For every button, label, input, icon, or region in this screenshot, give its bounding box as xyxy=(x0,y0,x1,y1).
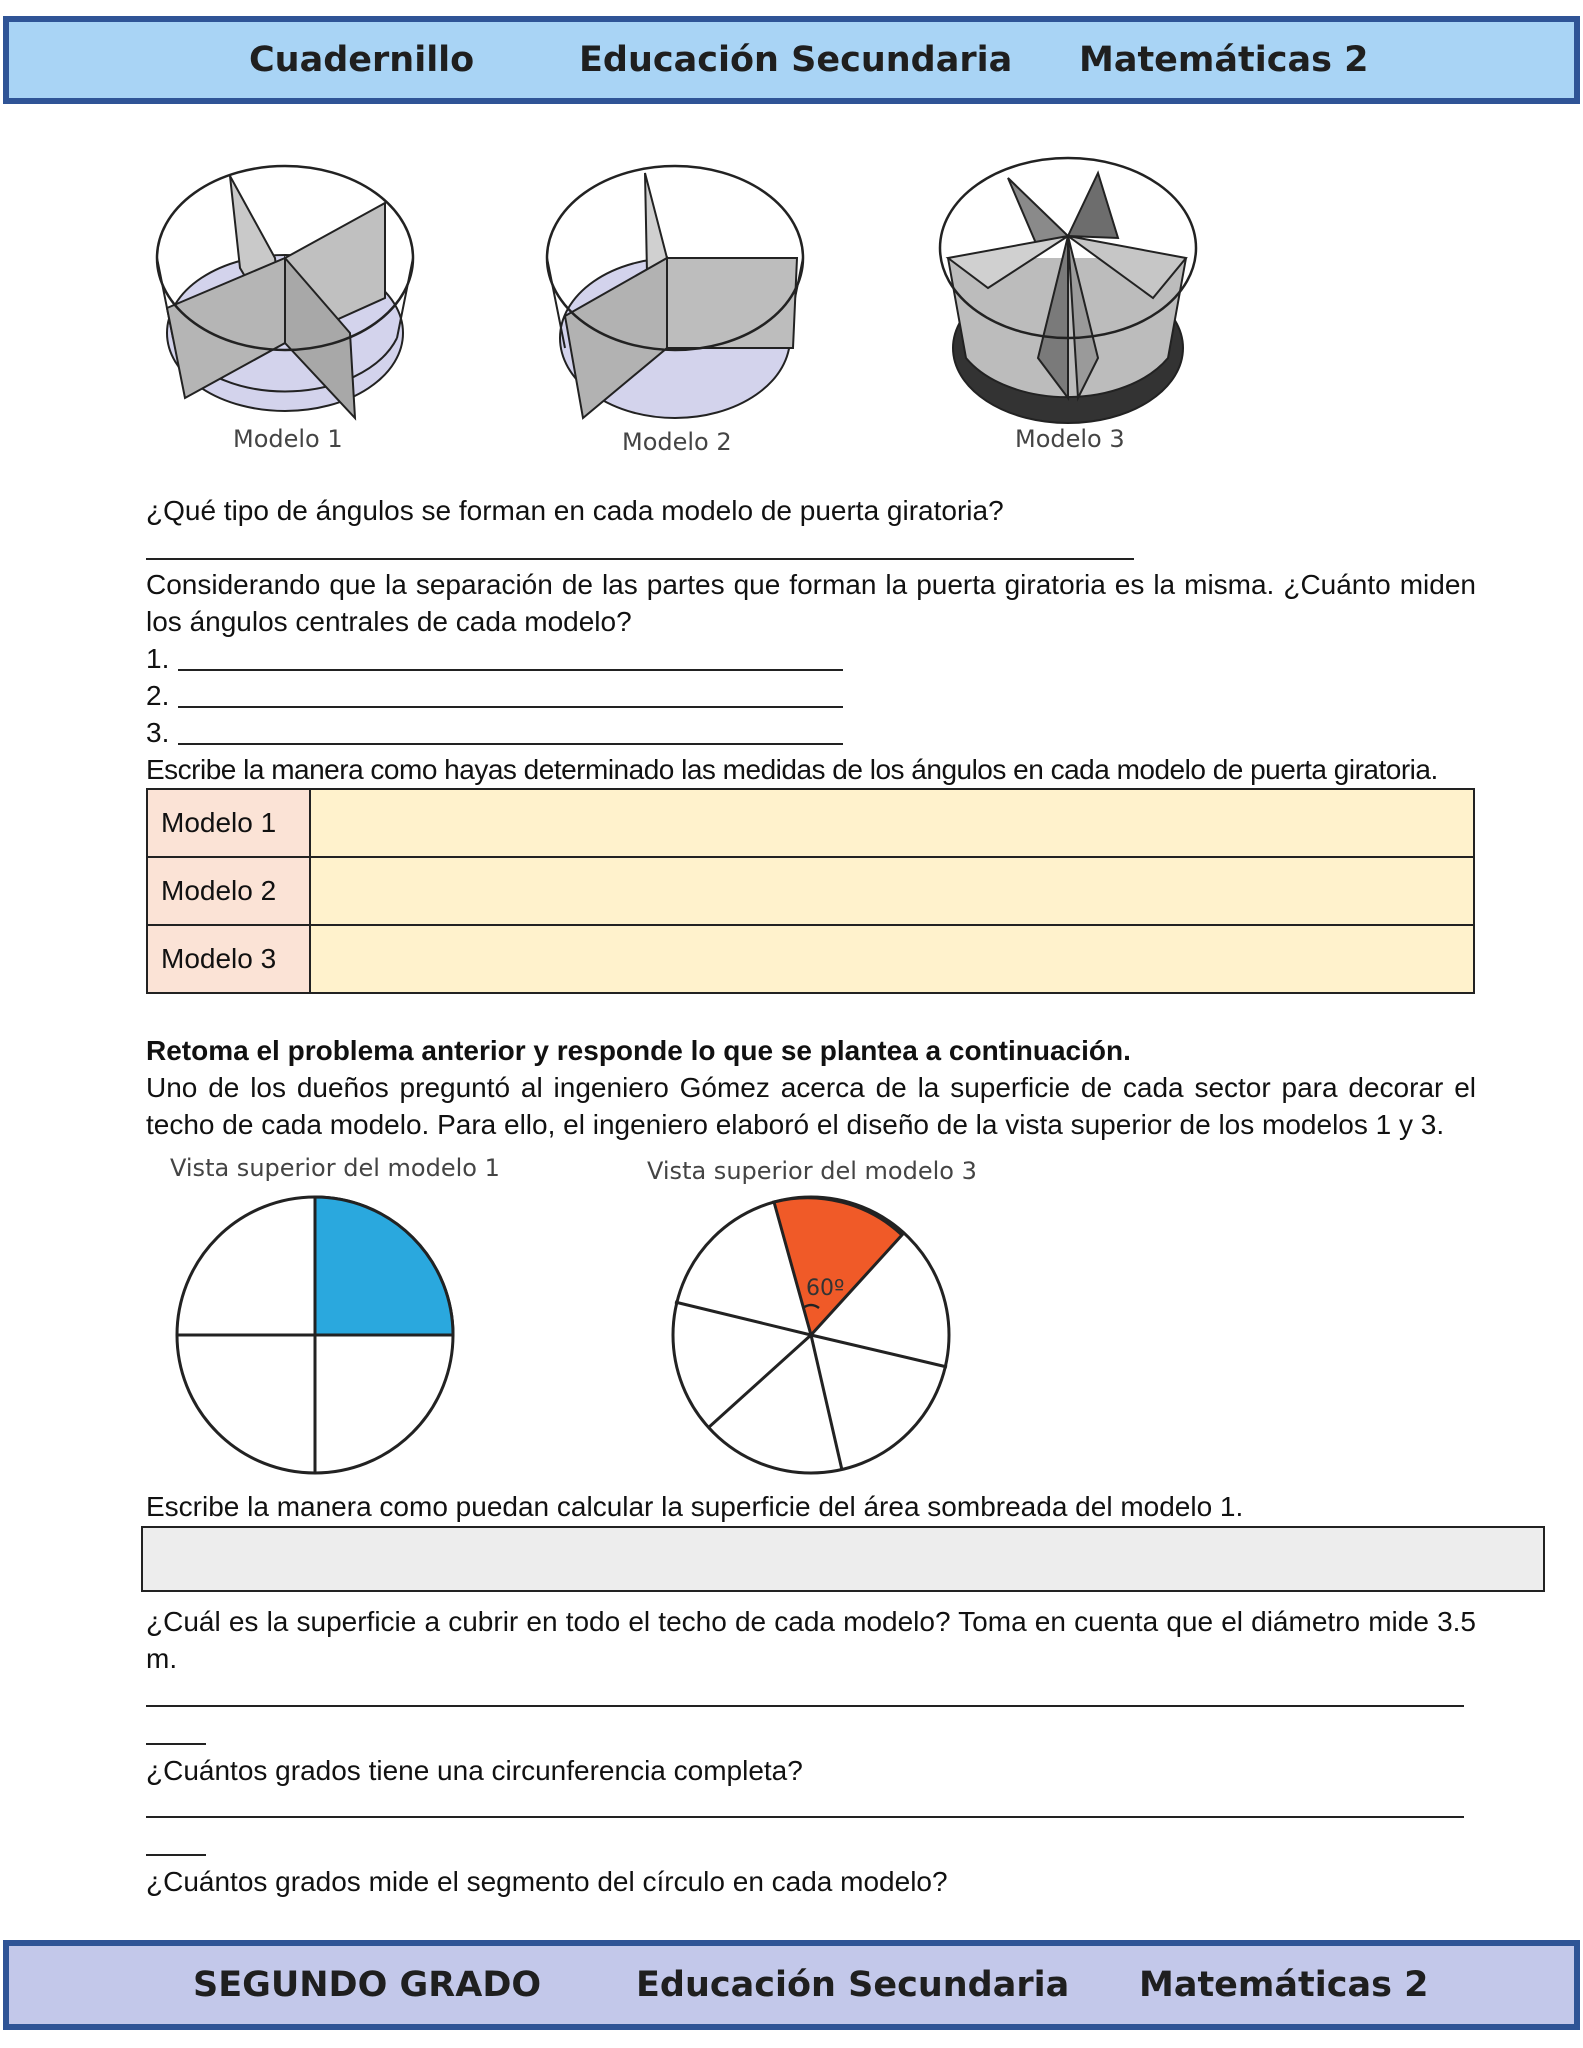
header-subject: Matemáticas 2 xyxy=(1079,40,1369,80)
question-angle-types: ¿Qué tipo de ángulos se forman en cada modelo de puerta giratoria? xyxy=(146,495,1004,526)
sixty-degree-label: 60º xyxy=(806,1276,845,1301)
section-description: Uno de los dueños preguntó al ingeniero Gómez acerca de la superficie de cada sector para decorar el techo de cada modelo. Para ello, el ingeniero elaboró el diseño de la vista superior de los modelos 1 y 3. xyxy=(146,1072,1476,1140)
model-1-label: Modelo 1 xyxy=(233,425,343,453)
answer-label-3: 3. xyxy=(146,717,170,748)
top-view-model-3-diagram xyxy=(666,1190,956,1480)
question-total-surface: ¿Cuál es la superficie a cubrir en todo el techo de cada modelo? Toma en cuenta que el diámetro mide 3.5 m. xyxy=(146,1606,1476,1674)
question-circle-degrees: ¿Cuántos grados tiene una circunferencia completa? xyxy=(146,1755,803,1786)
answer-line-circle-degrees[interactable] xyxy=(146,1816,1464,1818)
table-answer-cell[interactable] xyxy=(310,857,1474,925)
answer-line-2[interactable] xyxy=(178,706,843,708)
models-answer-table xyxy=(146,788,1475,994)
answer-line-total-surface[interactable] xyxy=(146,1705,1464,1707)
answer-line-total-surface-continuation[interactable] xyxy=(146,1743,206,1745)
top-view-model-3-label: Vista superior del modelo 3 xyxy=(647,1157,977,1185)
table-row-label: Modelo 2 xyxy=(147,857,310,925)
question-explain-method: Escribe la manera como hayas determinado las medidas de los ángulos en cada modelo de puerta giratoria. xyxy=(146,754,1438,785)
footer-grade: SEGUNDO GRADO xyxy=(193,1965,542,2005)
revolving-door-model-3-figure xyxy=(928,148,1208,438)
revolving-door-model-1-figure xyxy=(145,148,425,438)
question-central-angles: Considerando que la separación de las partes que forman la puerta giratoria es la misma. ¿Cuánto miden los ángulos centrales de cada modelo? xyxy=(146,569,1476,637)
question-shaded-area: Escribe la manera como puedan calcular la superficie del área sombreada del modelo 1. xyxy=(146,1491,1244,1522)
top-view-model-1-label: Vista superior del modelo 1 xyxy=(170,1154,500,1182)
section-title: Retoma el problema anterior y responde lo que se plantea a continuación. xyxy=(146,1035,1131,1066)
model-3-label: Modelo 3 xyxy=(1015,425,1125,453)
top-view-model-1-diagram xyxy=(170,1190,460,1480)
table-row xyxy=(147,925,1474,993)
table-answer-cell[interactable] xyxy=(310,925,1474,993)
table-row-label: Modelo 3 xyxy=(147,925,310,993)
header-banner xyxy=(3,16,1580,104)
answer-label-1: 1. xyxy=(146,643,170,674)
footer-banner xyxy=(3,1940,1580,2030)
table-answer-cell[interactable] xyxy=(310,789,1474,857)
answer-line-angle-types[interactable] xyxy=(146,558,1134,560)
footer-subject: Matemáticas 2 xyxy=(1139,1965,1429,2005)
header-booklet: Cuadernillo xyxy=(249,40,475,80)
answer-line-3[interactable] xyxy=(178,743,843,745)
question-segment-degrees: ¿Cuántos grados mide el segmento del círculo en cada modelo? xyxy=(146,1866,948,1897)
header-level: Educación Secundaria xyxy=(579,40,1013,80)
answer-line-circle-degrees-continuation[interactable] xyxy=(146,1854,206,1856)
answer-line-1[interactable] xyxy=(178,669,843,671)
table-row xyxy=(147,857,1474,925)
table-row xyxy=(147,789,1474,857)
revolving-door-model-2-figure xyxy=(535,148,815,438)
table-row-label: Modelo 1 xyxy=(147,789,310,857)
shaded-area-answer-box[interactable] xyxy=(141,1526,1545,1592)
model-2-label: Modelo 2 xyxy=(622,428,732,456)
footer-level: Educación Secundaria xyxy=(636,1965,1070,2005)
answer-label-2: 2. xyxy=(146,680,170,711)
